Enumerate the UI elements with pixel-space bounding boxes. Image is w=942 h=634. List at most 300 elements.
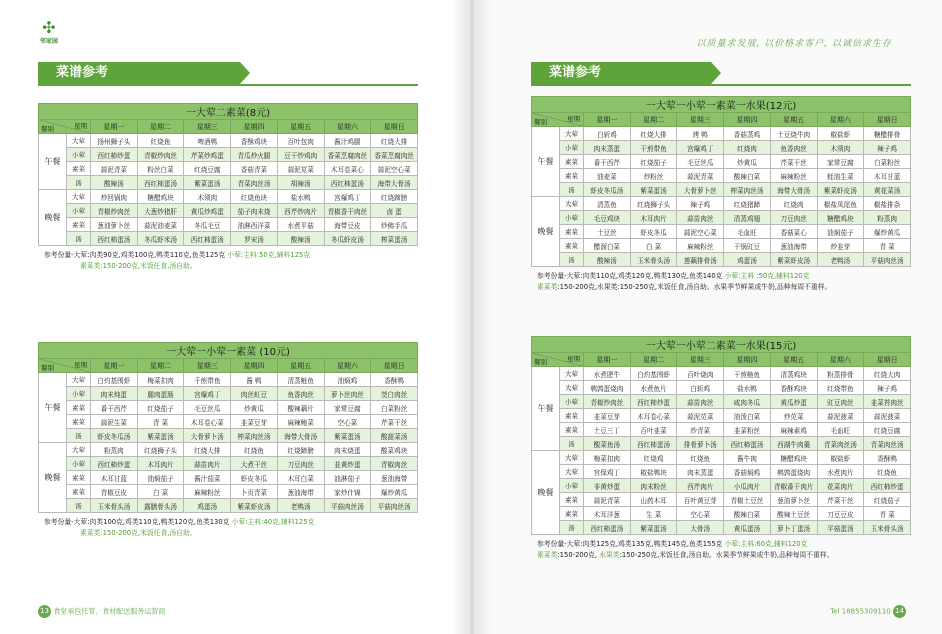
dish-cell: 土豆烧牛肉: [770, 127, 817, 141]
menu-row: [39, 134, 418, 148]
dish-cell: 平菇肉丝汤: [864, 253, 911, 267]
menu-row: [532, 169, 911, 183]
dish-cell: 葱油海带: [770, 239, 817, 253]
dish-cell: 水煮肥牛: [584, 367, 631, 381]
dish-cell: 大骨萝卜丝: [677, 183, 724, 197]
dish-category: 素菜: [67, 415, 91, 429]
right-page: [471, 0, 942, 634]
header-week-label: 星期: [74, 361, 87, 369]
dish-cell: 糖醋鸡块: [137, 190, 184, 204]
dish-cell: 红烧鱼: [864, 465, 911, 479]
dish-cell: 红烧鱼块: [231, 190, 278, 204]
dish-cell: 鸡蛋汤: [184, 499, 231, 513]
menu-row: [39, 148, 418, 162]
dish-cell: 蒜苗肉丝: [677, 395, 724, 409]
dish-cell: 木须肉: [817, 141, 864, 155]
dish-cell: 红烧茄子: [137, 401, 184, 415]
dish-cell: 干煎鲢鱼: [724, 367, 771, 381]
dish-cell: 千煎带鱼: [184, 373, 231, 387]
dish-cell: 扬州狮子头: [91, 134, 138, 148]
weekday-header: 星期五: [770, 113, 817, 127]
dish-cell: 百叶烧肉: [677, 367, 724, 381]
weekday-header: 星期五: [277, 120, 324, 134]
header-meal-label: 餐别: [534, 118, 547, 126]
dish-cell: 海带大骨汤: [770, 183, 817, 197]
dish-cell: 冬瓜虾米汤: [137, 232, 184, 246]
dish-cell: 辣子鸡: [864, 381, 911, 395]
dish-cell: 西芹肉片: [677, 479, 724, 493]
dish-cell: 木耳卷菜心: [324, 162, 371, 176]
dish-cell: 蒜苗肉片: [184, 457, 231, 471]
portion-line: [537, 282, 911, 293]
dish-cell: 紫菜蛋汤: [324, 429, 371, 443]
dish-cell: 糖醋排骨: [864, 127, 911, 141]
dish-category: 小荤: [67, 148, 91, 162]
dish-cell: 黄瓜蛋汤: [724, 521, 771, 535]
dish-cell: 辣子鸡: [864, 141, 911, 155]
menu-title-row: [532, 97, 911, 113]
dish-cell: 虾皮冬瓜: [231, 471, 278, 485]
weekday-header: 星期五: [770, 353, 817, 367]
dish-cell: 腿肉蛋肠: [137, 387, 184, 401]
portion-small: 小荤:主料:60克,辅料120克: [724, 540, 808, 548]
menu-row: [39, 485, 418, 499]
weekday-header: 星期一: [91, 359, 138, 373]
dish-cell: 宫爆鸡丁: [184, 387, 231, 401]
dish-cell: 鹌鹑蛋烧肉: [584, 381, 631, 395]
portion-note: [531, 271, 911, 293]
weekday-header: 星期一: [584, 113, 631, 127]
dish-category: 大荤: [560, 127, 584, 141]
dish-category: 素菜: [67, 401, 91, 415]
portion-note: [38, 517, 418, 539]
dish-category: 小荤: [560, 211, 584, 225]
dish-cell: 生 菜: [630, 507, 677, 521]
meal-label: 晚餐: [532, 451, 560, 535]
dish-cell: 酸辣白菜: [724, 169, 771, 183]
dish-cell: 青椒肉丝: [371, 457, 418, 471]
book-gutter: [452, 0, 492, 634]
dish-cell: 榨菜肉丝汤: [724, 183, 771, 197]
dish-cell: 虾皮冬瓜汤: [91, 429, 138, 443]
dish-cell: 白斩鸡: [584, 127, 631, 141]
meal-label: 晚餐: [532, 197, 560, 267]
portion-note: [531, 539, 911, 561]
dish-category: 大荤: [560, 197, 584, 211]
weekday-header: 星期一: [91, 120, 138, 134]
dish-cell: 紫菜蛋汤: [630, 183, 677, 197]
dish-cell: 红烧茄子: [864, 493, 911, 507]
dish-cell: 花菜肉片: [817, 479, 864, 493]
dish-cell: 西红柿蛋汤: [630, 437, 677, 451]
dish-cell: 西红柿炒蛋: [91, 148, 138, 162]
dish-cell: 山药木耳: [630, 493, 677, 507]
weekday-header-row: [39, 120, 418, 134]
dish-cell: 木耳肉片: [137, 457, 184, 471]
dish-cell: 酸辣汤: [584, 253, 631, 267]
dish-cell: 西红柿蛋汤: [137, 176, 184, 190]
dish-cell: 非黄炒蛋: [584, 479, 631, 493]
header-week-label: 星期: [567, 355, 580, 363]
menu-title: 一大荤一小荤二素菜一水果(15元): [532, 337, 911, 353]
dish-cell: 蒜泥菠菜: [864, 409, 911, 423]
dish-cell: 芹菜干丝: [371, 415, 418, 429]
dish-category: 小荤: [67, 457, 91, 471]
dish-cell: 平菇肉丝汤: [324, 499, 371, 513]
dish-cell: 宫保鸡丁: [584, 465, 631, 479]
dish-category: 素菜: [67, 162, 91, 176]
dish-category: 大荤: [67, 134, 91, 148]
menu-row: [532, 465, 911, 479]
dish-cell: 紫菜虾皮汤: [817, 183, 864, 197]
dish-cell: 粉蒸肉: [864, 211, 911, 225]
dish-cell: 白 菜: [630, 239, 677, 253]
dish-category: 小荤: [67, 204, 91, 218]
dish-cell: 炒黄瓜: [231, 401, 278, 415]
dish-cell: 莲藕排骨汤: [677, 253, 724, 267]
dish-cell: 干煎带鱼: [630, 141, 677, 155]
dish-cell: 榨菜蛋汤: [371, 232, 418, 246]
dish-cell: 炒青菜: [677, 423, 724, 437]
dish-cell: 海带大骨汤: [277, 429, 324, 443]
dish-category: 素菜: [67, 218, 91, 232]
dish-cell: 蒜泥青菜: [91, 162, 138, 176]
dish-category: 素菜: [560, 155, 584, 169]
dish-cell: 粉丝白菜: [137, 162, 184, 176]
weekday-header: 星期日: [371, 120, 418, 134]
dish-cell: 青椒香干肉丝: [324, 204, 371, 218]
menu-row: [39, 162, 418, 176]
header-corner: [39, 120, 91, 134]
dish-category: 大荤: [67, 443, 91, 457]
dish-cell: 椒盐虾: [817, 451, 864, 465]
dish-cell: 韭菜豆芽: [231, 415, 278, 429]
dish-cell: 胡辣汤: [277, 176, 324, 190]
menu-row: [39, 218, 418, 232]
dish-cell: 冬瓜虾皮汤: [324, 232, 371, 246]
dish-cell: 香菇焖鸡: [724, 465, 771, 479]
dish-cell: 梅菜扣肉: [137, 373, 184, 387]
weekday-header: 星期六: [324, 120, 371, 134]
dish-cell: 青菜肉丝汤: [817, 437, 864, 451]
dish-category: 汤: [67, 232, 91, 246]
dish-cell: 蚝油生菜: [817, 169, 864, 183]
dish-cell: 水煮鱼片: [630, 381, 677, 395]
dish-cell: 红烧带鱼: [817, 381, 864, 395]
section-banner: 菜谱参考: [531, 62, 711, 84]
dish-cell: 水煮肉片: [817, 465, 864, 479]
dish-cell: 排骨萝卜汤: [677, 437, 724, 451]
dish-cell: 肉末蒸蛋: [677, 465, 724, 479]
menu-row: [532, 127, 911, 141]
dish-cell: 木耳卷心菜: [184, 415, 231, 429]
portion-veg: 素菜类:150-200克,米饭任食,汤自助。: [80, 262, 197, 270]
menu-block-8yuan: [38, 103, 418, 272]
dish-cell: 毛豆丝瓜: [677, 155, 724, 169]
meal-label: 晚餐: [39, 443, 67, 513]
menu-table: [38, 342, 418, 513]
dish-cell: 香酥鸭: [864, 451, 911, 465]
dish-cell: 豇豆肉丝: [817, 395, 864, 409]
dish-cell: 油焖茄子: [137, 471, 184, 485]
dish-cell: 鹌鹑蛋烧肉: [770, 465, 817, 479]
dish-cell: 番干西芹: [584, 155, 631, 169]
dish-cell: 葱油海带: [371, 471, 418, 485]
dish-cell: 红烧肉: [770, 197, 817, 211]
menu-row: [39, 429, 418, 443]
weekday-header-row: [39, 359, 418, 373]
weekday-header: 星期日: [371, 359, 418, 373]
dish-category: 大荤: [67, 373, 91, 387]
portion-small: 小荤:主料:50克,辅料125克: [227, 251, 311, 259]
footer-text: 食堂承包托管、食材配送服务运营商: [53, 607, 166, 616]
dish-cell: 油淋茄子: [324, 471, 371, 485]
dish-cell: 椒盐虾: [817, 127, 864, 141]
dish-cell: 酸菜鸡块: [371, 443, 418, 457]
dish-cell: 炒韭芽: [817, 239, 864, 253]
menu-row: [39, 204, 418, 218]
dish-cell: 土豆丝: [584, 225, 631, 239]
dish-cell: 萝卜丝肉丝: [324, 387, 371, 401]
dish-cell: 冬瓜毛豆: [184, 218, 231, 232]
portion-main: 参考份量-大荤:肉类110克,鸡类120克,鸭类130克,鱼类140克: [537, 272, 723, 280]
dish-cell: 芹菜干丝: [817, 493, 864, 507]
dish-cell: 青椒炒肉丝: [137, 148, 184, 162]
menu-row: [39, 387, 418, 401]
dish-cell: 老鸭汤: [277, 499, 324, 513]
dish-cell: 宫爆鸡丁: [677, 141, 724, 155]
dish-cell: 虾皮冬瓜汤: [584, 183, 631, 197]
portion-fruit-label: 水果类: [599, 551, 620, 559]
menu-block-15yuan: [531, 336, 911, 561]
weekday-header: 星期二: [630, 113, 677, 127]
dish-cell: 刀豆豆皮: [817, 507, 864, 521]
dish-cell: 肉末蒸蛋: [584, 141, 631, 155]
dish-cell: 青椒土豆丝: [724, 493, 771, 507]
banner-rule: [531, 84, 911, 86]
dish-cell: 芹菜干丝: [770, 155, 817, 169]
dish-cell: 木耳甘蓝: [864, 169, 911, 183]
dish-cell: 肉丝虹豆: [231, 387, 278, 401]
dish-cell: 麻辣粉丝: [770, 169, 817, 183]
dish-cell: 红烧大排: [371, 134, 418, 148]
dish-category: 汤: [560, 183, 584, 197]
dish-cell: 白菜粉丝: [371, 401, 418, 415]
dish-cell: 鱼香肉丝: [277, 387, 324, 401]
meal-label: 午餐: [532, 127, 560, 197]
dish-cell: 肉末粉丝: [630, 479, 677, 493]
dish-cell: 香酥鸡块: [770, 381, 817, 395]
dish-cell: 蒜泥苋菜: [677, 409, 724, 423]
portion-veg: 素菜类:150-200克,米饭任食,汤自助。: [80, 529, 197, 537]
dish-cell: 酸辣白菜: [724, 507, 771, 521]
meal-label: 午餐: [532, 367, 560, 451]
dish-cell: 西红柿炒蛋: [91, 457, 138, 471]
dish-cell: 青 菜: [864, 239, 911, 253]
dish-cell: 蒜泥青菜: [677, 169, 724, 183]
dish-category: 素菜: [560, 239, 584, 253]
dish-cell: 红烧大排: [184, 443, 231, 457]
dish-cell: 红烧豆腐: [864, 423, 911, 437]
header-meal-label: 餐别: [41, 125, 54, 133]
menu-row: [39, 499, 418, 513]
dish-cell: 豆干炒鸡肉: [277, 148, 324, 162]
dish-cell: 西红柿蛋汤: [91, 232, 138, 246]
dish-cell: 虾皮冬瓜: [630, 225, 677, 239]
dish-cell: 梅菜扣肉: [584, 451, 631, 465]
portion-veg: :150-200克,水果类:150-250克,米饭任食,汤自助。水果季节鲜果或牛奶,品种每周不重样。: [557, 283, 832, 291]
dish-cell: 油焖茄子: [817, 225, 864, 239]
dish-cell: 椒盐排条: [864, 197, 911, 211]
dish-cell: 老鸭汤: [817, 253, 864, 267]
left-footer: [38, 605, 165, 618]
dish-cell: 红烧狮子头: [630, 197, 677, 211]
dish-category: 素菜: [67, 471, 91, 485]
dish-cell: 酸甜菜汤: [371, 429, 418, 443]
dish-cell: 大煮干丝: [231, 457, 278, 471]
dish-category: 小荤: [560, 479, 584, 493]
weekday-header: 星期五: [277, 359, 324, 373]
dish-cell: 粉蒸肉: [91, 443, 138, 457]
dish-cell: 韭菜粉丝: [724, 423, 771, 437]
dish-cell: 红烧茄子: [630, 155, 677, 169]
dish-cell: 海带大骨汤: [371, 176, 418, 190]
dish-cell: 青椒炒肉丝: [584, 395, 631, 409]
dish-category: 小荤: [67, 387, 91, 401]
dish-cell: 青瓜炒火腿: [231, 148, 278, 162]
dish-cell: 咸肉冬瓜: [724, 395, 771, 409]
dish-cell: 黄花菜汤: [864, 183, 911, 197]
dish-category: 大荤: [560, 465, 584, 479]
dish-cell: 麻辣鲍菜: [277, 415, 324, 429]
dish-cell: 刀豆肉丝: [277, 457, 324, 471]
dish-cell: 萝卜丁蛋汤: [770, 521, 817, 535]
dish-cell: 卤 蛋: [371, 204, 418, 218]
dish-category: 汤: [67, 176, 91, 190]
dish-category: 小荤: [560, 141, 584, 155]
dish-cell: 番干西芹: [91, 401, 138, 415]
dish-category: 大荤: [67, 190, 91, 204]
weekday-header: 星期六: [324, 359, 371, 373]
dish-cell: 红烧鱼: [677, 451, 724, 465]
dish-cell: 西芹炒肉片: [277, 204, 324, 218]
menu-title: 一大荤二素菜(8元): [39, 104, 418, 120]
menu-block-10yuan: [38, 342, 418, 539]
menu-row: [39, 232, 418, 246]
dish-category: 小荤: [560, 395, 584, 409]
weekday-header: 星期四: [231, 120, 278, 134]
dish-cell: 油泼白菜: [724, 409, 771, 423]
dish-cell: 韭黄炒蛋: [324, 457, 371, 471]
menu-row: [532, 141, 911, 155]
dish-cell: 韭菜苔肉丝: [864, 395, 911, 409]
portion-note: [38, 250, 418, 272]
dish-cell: 海带豆皮: [324, 218, 371, 232]
portion-line: [44, 250, 418, 261]
dish-cell: 炒黄瓜: [724, 155, 771, 169]
banner-rule: [38, 84, 418, 86]
dish-cell: 小瓜肉片: [724, 479, 771, 493]
menu-title-row: [39, 343, 418, 359]
dish-cell: 红烧肉: [724, 141, 771, 155]
dish-cell: 酸菜鱼汤: [584, 437, 631, 451]
dish-cell: 肉末烧蛋: [324, 443, 371, 457]
dish-cell: 西红柿蛋汤: [324, 176, 371, 190]
dish-cell: 红烧猪蹄: [724, 197, 771, 211]
menu-row: [39, 415, 418, 429]
dish-cell: 白 菜: [137, 485, 184, 499]
dish-cell: 香酥鸭: [371, 373, 418, 387]
menu-row: [532, 197, 911, 211]
dish-cell: 油淋西洋菜: [231, 218, 278, 232]
dish-cell: 木耳洋葱: [584, 507, 631, 521]
dish-cell: 糖醋鸡块: [770, 451, 817, 465]
dish-cell: 西红柿炒蛋: [864, 479, 911, 493]
dish-cell: 红烧大排: [630, 127, 677, 141]
dish-category: 大荤: [560, 451, 584, 465]
dish-cell: 蒜泥青菜: [584, 493, 631, 507]
dish-cell: 麻辣素鸡: [770, 423, 817, 437]
page-number: 14: [893, 605, 906, 618]
dish-cell: 玉米骨头汤: [630, 253, 677, 267]
header-corner: [532, 353, 584, 367]
header-week-label: 星期: [567, 115, 580, 123]
portion-main: 参考份量-大荤:肉类100克,鸡类110克,鸭类120克,鱼类130克: [44, 518, 230, 526]
dish-cell: 盐水鸭: [724, 381, 771, 395]
dish-cell: 青 菜: [864, 507, 911, 521]
menu-title-row: [39, 104, 418, 120]
menu-title: 一大荤一小荤一素菜 (10元): [39, 343, 418, 359]
portion-small: 小荤:主料:40克,辅料125克: [231, 518, 315, 526]
dish-cell: 红烧鸡: [630, 451, 677, 465]
dish-cell: 木耳卷心菜: [630, 409, 677, 423]
dish-cell: 醋溜白菜: [584, 239, 631, 253]
dish-cell: 香菇青菜: [231, 162, 278, 176]
dish-cell: 西红柿炒蛋: [630, 395, 677, 409]
dish-cell: 露膳骨头汤: [137, 499, 184, 513]
weekday-header: 星期六: [817, 353, 864, 367]
dish-category: 汤: [67, 499, 91, 513]
portion-veg-label: 素菜类: [537, 283, 558, 291]
dish-cell: 肉末炖蛋: [91, 387, 138, 401]
dish-category: 素菜: [560, 507, 584, 521]
meal-label: 晚餐: [39, 190, 67, 246]
dish-cell: 大骨汤: [677, 521, 724, 535]
dish-cell: 平菇蛋汤: [817, 521, 864, 535]
menu-row: [532, 367, 911, 381]
dish-cell: 盐水鸭: [277, 190, 324, 204]
menu-table: [531, 96, 911, 267]
dish-cell: 清蒸鸡块: [770, 367, 817, 381]
dish-cell: 青菜肉丝汤: [231, 176, 278, 190]
menu-row: [39, 457, 418, 471]
menu-table: [531, 336, 911, 535]
dish-cell: 麻辣粉丝: [677, 239, 724, 253]
menu-title-row: [532, 337, 911, 353]
portion-veg: :150-200克,: [557, 551, 598, 559]
menu-row: [532, 155, 911, 169]
weekday-header: 星期日: [864, 353, 911, 367]
dish-category: 素菜: [560, 493, 584, 507]
dish-cell: 蒜苗肉丝: [677, 211, 724, 225]
dish-cell: 青椒番干肉片: [770, 479, 817, 493]
header-corner: [532, 113, 584, 127]
dish-cell: 炒苋菜: [770, 409, 817, 423]
menu-row: [532, 493, 911, 507]
dish-cell: 茭白肉丝: [371, 387, 418, 401]
dish-cell: 青 菜: [137, 415, 184, 429]
dish-cell: 酸辣汤: [277, 232, 324, 246]
